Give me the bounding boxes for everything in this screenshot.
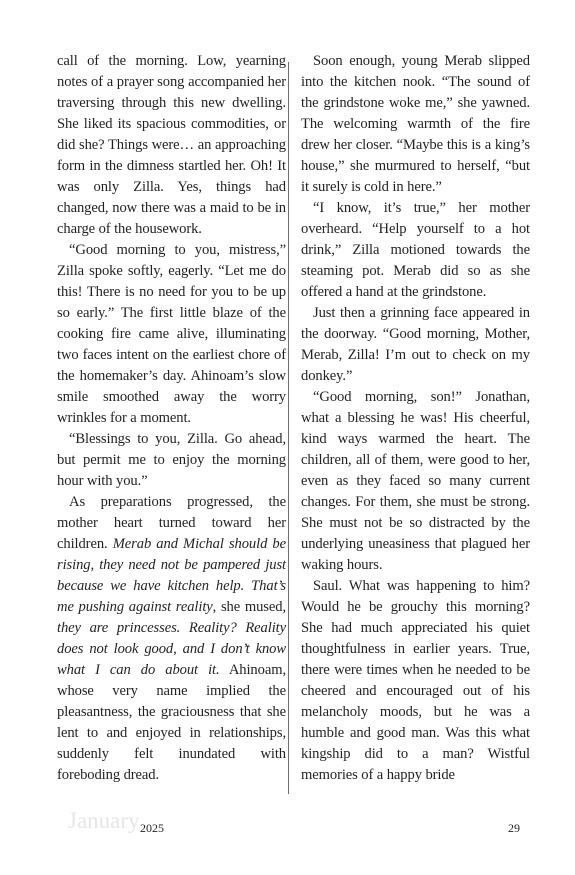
paragraph: “I know, it’s true,” her mother overheard. “Help yourself to a hot drink,” Zilla motioned towards the steaming pot. Merab did so as she offered a hand at the grindstone.: [301, 200, 530, 300]
paragraph: Saul. What was happening to him? Would he be grouchy this morning? She had much appreciated his quiet thoughtfulness in earlier years. True, there were times when he needed to be cheered and encouraged out of his melancholy moods, but he was a humble and good man. Was this what kingship did to a man? Wistful memories of a happy bride: [301, 578, 530, 783]
right-column: [301, 51, 530, 786]
paragraph: call of the morning. Low, yearning notes of a prayer song accompanied her traversing through this new dwelling. She liked its spacious commodities, or did she? Things were… an approaching form in the dimness startled her. Oh! It was only Zilla. Yes, things had changed, now there was a maid to be in charge of the housework.: [57, 53, 286, 237]
text-span: , she mused,: [212, 599, 286, 615]
paragraph: [57, 492, 286, 786]
italic-thought: they are princesses. Reality? Reality does not look good, and I don’t know what I can do about it.: [57, 620, 286, 678]
text-span: Ahinoam, whose very name implied the pleasantness, the graciousness that she lent to and enjoyed in relationships, suddenly felt inundated with foreboding dread.: [57, 662, 286, 783]
page-number: 29: [508, 821, 520, 835]
paragraph: “Good morning to you, mistress,” Zilla spoke softly, eagerly. “Let me do this! There is no need for you to be up so early.” The first little blaze of the cooking fire came alive, illuminating two faces intent on the earliest chore of the homemaker’s day. Ahinoam’s slow smile smoothed away the worry wrinkles for a moment.: [57, 242, 286, 426]
paragraph: “Good morning, son!” Jonathan, what a blessing he was! His cheerful, kind ways warmed the heart. The children, all of them, were good to her, even as they faced so many current changes. For them, she must be strong. She must not be so distracted by the underlying uneasiness that plagued her waking hours.: [301, 389, 530, 573]
left-column: [57, 51, 286, 786]
paragraph: Just then a grinning face appeared in the doorway. “Good morning, Mother, Merab, Zilla! I’m out to check on my donkey.”: [301, 305, 530, 384]
text-span: As preparations progressed, the mother heart turned toward her children.: [57, 494, 286, 552]
paragraph: Soon enough, young Merab slipped into the kitchen nook. “The sound of the grindstone woke me,” she yawned. The welcoming warmth of the fire drew her closer. “Maybe this is a king’s house,” she murmured to herself, “but it surely is cold in here.”: [301, 53, 530, 195]
paragraph: “Blessings to you, Zilla. Go ahead, but permit me to enjoy the morning hour with you.”: [57, 431, 286, 489]
italic-thought: Merab and Michal should be rising, they need not be pampered just because we have kitchen help. That’s me pushing against reality: [57, 536, 286, 615]
footer-year: 2025: [140, 821, 164, 835]
column-divider: [288, 62, 289, 794]
footer-month: January: [68, 808, 140, 833]
